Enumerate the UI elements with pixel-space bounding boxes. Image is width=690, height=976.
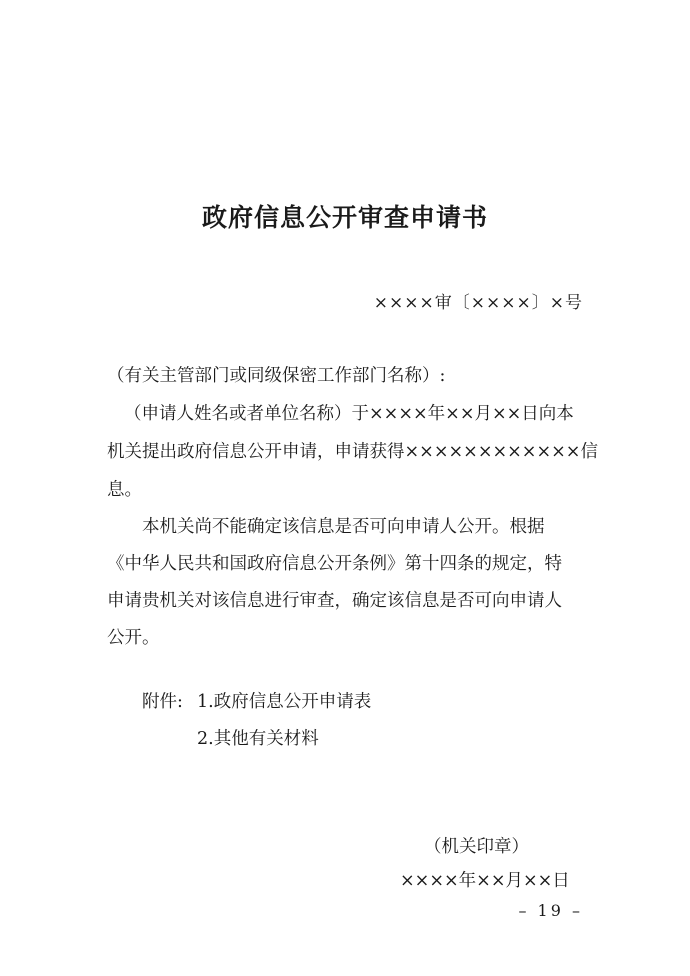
paragraph2-line3: 申请贵机关对该信息进行审查，确定该信息是否可向申请人	[107, 591, 562, 611]
paragraph2-line2: 《中华人民共和国政府信息公开条例》第十四条的规定，特	[107, 554, 562, 574]
seal-placeholder: （机关印章）	[424, 837, 529, 857]
attachments-label: 附件:	[142, 692, 183, 712]
addressee: （有关主管部门或同级保密工作部门名称）:	[107, 366, 446, 386]
attachment-item-1: 1.政府信息公开申请表	[197, 692, 372, 712]
paragraph1-line3: 息。	[107, 480, 142, 500]
document-title: 政府信息公开审查申请书	[201, 203, 488, 232]
page-number: – 19 –	[518, 901, 583, 920]
paragraph2-line1: 本机关尚不能确定该信息是否可向申请人公开。根据	[142, 517, 545, 537]
attachment-item-2: 2.其他有关材料	[197, 729, 319, 749]
signature-date: ××××年××月××日	[400, 871, 570, 891]
paragraph1-line2: 机关提出政府信息公开申请，申请获得××××××××××××信	[107, 442, 598, 462]
paragraph2-line4: 公开。	[107, 628, 160, 648]
document-number: ××××审〔××××〕×号	[373, 293, 583, 313]
paragraph1-line1: （申请人姓名或者单位名称）于××××年××月××日向本	[124, 404, 574, 424]
